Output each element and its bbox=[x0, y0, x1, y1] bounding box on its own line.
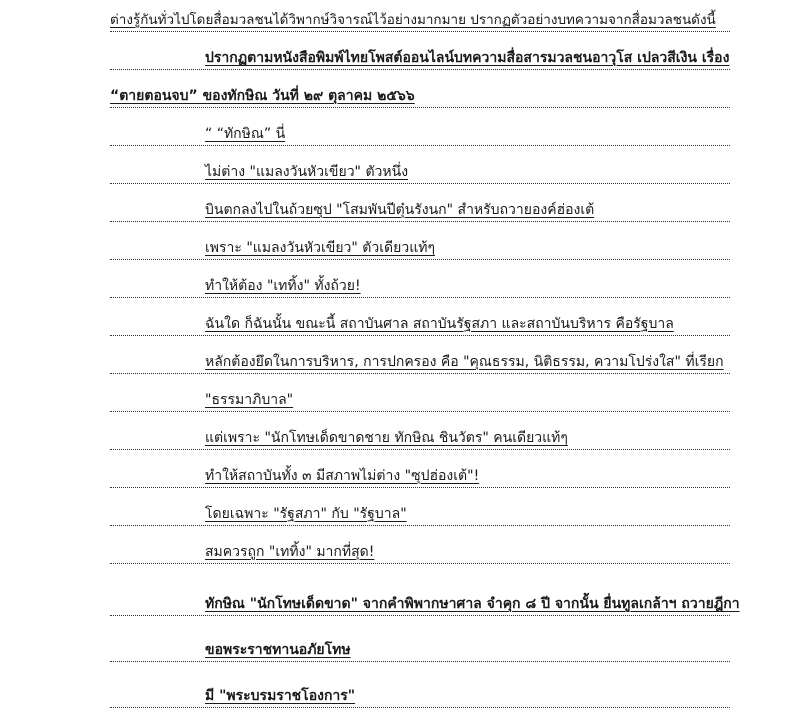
text-line bbox=[110, 228, 730, 260]
text-line bbox=[110, 630, 730, 662]
line-text: สมควรถูก "เททิ้ง" มากที่สุด! bbox=[205, 544, 375, 560]
line-text: ทำให้สถาบันทั้ง ๓ มีสภาพไม่ต่าง "ซุปฮ่องเต้"! bbox=[205, 468, 480, 484]
line-text: “ “ทักษิณ” นี่ bbox=[205, 126, 286, 142]
line-text: ทักษิณ "นักโทษเด็ดขาด" จากคำพิพากษาศาล จำคุก ๘ ปี จากนั้น ยื่นทูลเกล้าฯ ถวายฎีกา bbox=[205, 596, 740, 612]
text-line bbox=[110, 342, 730, 374]
line-text: ขอพระราชทานอภัยโทษ bbox=[205, 642, 351, 658]
text-line bbox=[110, 418, 730, 450]
text-line bbox=[110, 190, 730, 222]
line-text: ฉันใด ก็ฉันนั้น ขณะนี้ สถาบันศาล สถาบันรัฐสภา และสถาบันบริหาร คือรัฐบาล bbox=[205, 316, 674, 332]
line-text: “ตายตอนจบ” ของทักษิณ วันที่ ๒๙ ตุลาคม ๒๕๖๖ bbox=[110, 88, 415, 104]
line-text: มี "พระบรมราชโองการ" bbox=[205, 688, 356, 704]
text-line bbox=[110, 266, 730, 298]
text-line bbox=[110, 380, 730, 412]
text-line bbox=[110, 152, 730, 184]
text-line bbox=[110, 114, 730, 146]
text-line bbox=[110, 532, 730, 564]
line-text: หลักต้องยึดในการบริหาร, การปกครอง คือ "คุณธรรม, นิติธรรม, ความโปร่งใส" ที่เรียก bbox=[205, 354, 724, 370]
text-line bbox=[110, 676, 730, 708]
text-line bbox=[110, 456, 730, 488]
line-text: ไม่ต่าง "แมลงวันหัวเขียว" ตัวหนึ่ง bbox=[205, 164, 409, 180]
line-text: โดยเฉพาะ "รัฐสภา" กับ "รัฐบาล" bbox=[205, 506, 407, 522]
text-line bbox=[110, 76, 730, 108]
line-text: "ธรรมาภิบาล" bbox=[205, 392, 294, 408]
text-line bbox=[110, 494, 730, 526]
line-text: บินตกลงไปในถ้วยซุป "โสมพันปีตุ๋นรังนก" สำหรับถวายองค์ฮ่องเต้ bbox=[205, 202, 595, 218]
text-line bbox=[110, 584, 740, 616]
line-text: ต่างรู้กันทั่วไปโดยสื่อมวลชนได้วิพากษ์วิจารณ์ไว้อย่างมากมาย ปรากฏตัวอย่างบทความจากสื่อมวลชนดังนี้ bbox=[110, 12, 716, 28]
text-line bbox=[110, 0, 730, 32]
line-text: ทำให้ต้อง "เททิ้ง" ทั้งถ้วย! bbox=[205, 278, 361, 294]
line-text: ปรากฏตามหนังสือพิมพ์ไทยโพสต์ออนไลน์บทความสื่อสารมวลชนอาวุโส เปลวสีเงิน เรื่อง bbox=[205, 50, 730, 66]
line-text: แต่เพราะ "นักโทษเด็ดขาดชาย ทักษิณ ชินวัตร" คนเดียวแท้ๆ bbox=[205, 430, 568, 446]
text-line bbox=[110, 304, 730, 336]
line-text: เพราะ "แมลงวันหัวเขียว" ตัวเดียวแท้ๆ bbox=[205, 240, 435, 256]
text-line bbox=[110, 38, 730, 70]
